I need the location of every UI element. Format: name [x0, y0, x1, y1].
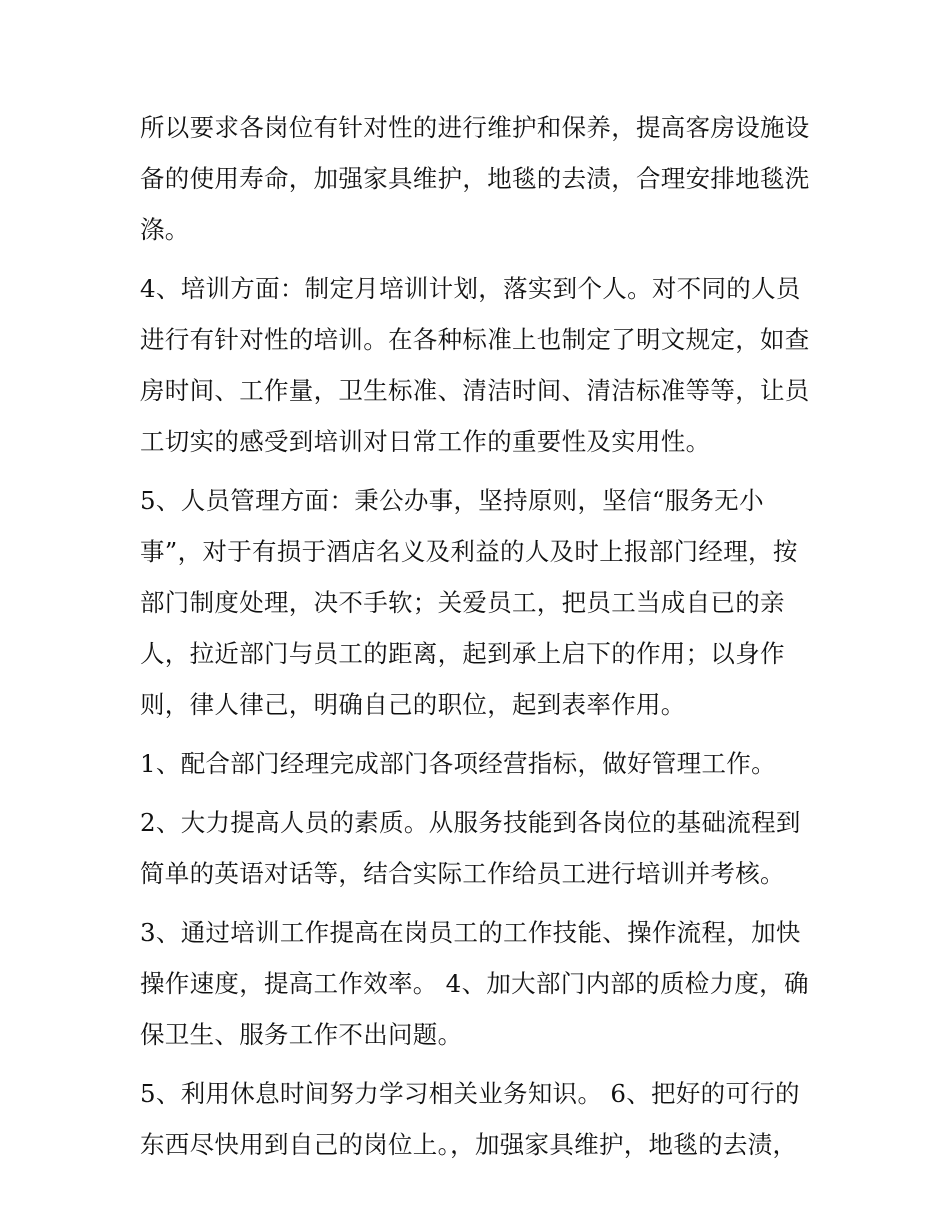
text-line: 操作速度，提高工作效率。 4、加大部门内部的质检力度，确: [140, 969, 809, 998]
text-line: 事”，对于有损于酒店名义及利益的人及时上报部门经理，按: [140, 537, 798, 566]
text-line: 保卫生、服务工作不出问题。: [140, 1020, 463, 1049]
body-text: [140, 102, 820, 1170]
text-line: 工切实的感受到培训对日常工作的重要性及实用性。: [140, 427, 711, 456]
text-line: 2、大力提高人员的素质。从服务技能到各岗位的基础流程到: [140, 808, 801, 837]
text-line: 涤。: [140, 215, 190, 244]
text-line: 5、利用休息时间努力学习相关业务知识。 6、把好的可行的: [140, 1079, 800, 1108]
text-line: 部门制度处理，决不手软；关爱员工，把员工当成自已的亲: [140, 588, 785, 617]
text-line: 备的使用寿命，加强家具维护，地毯的去渍，合理安排地毯洗: [140, 164, 810, 193]
text-line: 4、培训方面：制定月培训计划，落实到个人。对不同的人员: [140, 274, 801, 303]
text-line: 进行有针对性的培训。在各种标准上也制定了明文规定，如查: [140, 325, 810, 354]
text-line: 房时间、工作量，卫生标准、清洁时间、清洁标准等等，让员: [140, 376, 810, 405]
text-line: 3、通过培训工作提高在岗员工的工作技能、操作流程，加快: [140, 918, 801, 947]
text-line: 所以要求各岗位有针对性的进行维护和保养，提高客房设施设: [140, 113, 810, 142]
text-line: 人，拉近部门与员工的距离，起到承上启下的作用；以身作: [140, 639, 785, 668]
text-line: 简单的英语对话等，结合实际工作给员工进行培训并考核。: [140, 859, 785, 888]
text-line: 东西尽快用到自己的岗位上。，加强家具维护，地毯的去渍，: [140, 1130, 798, 1159]
text-line: 1、配合部门经理完成部门各项经营指标，做好管理工作。: [140, 749, 776, 778]
text-line: 则，律人律己，明确自己的职位，起到表率作用。: [140, 690, 686, 719]
text-line: 5、人员管理方面：秉公办事，坚持原则，坚信“服务无小: [140, 486, 764, 515]
